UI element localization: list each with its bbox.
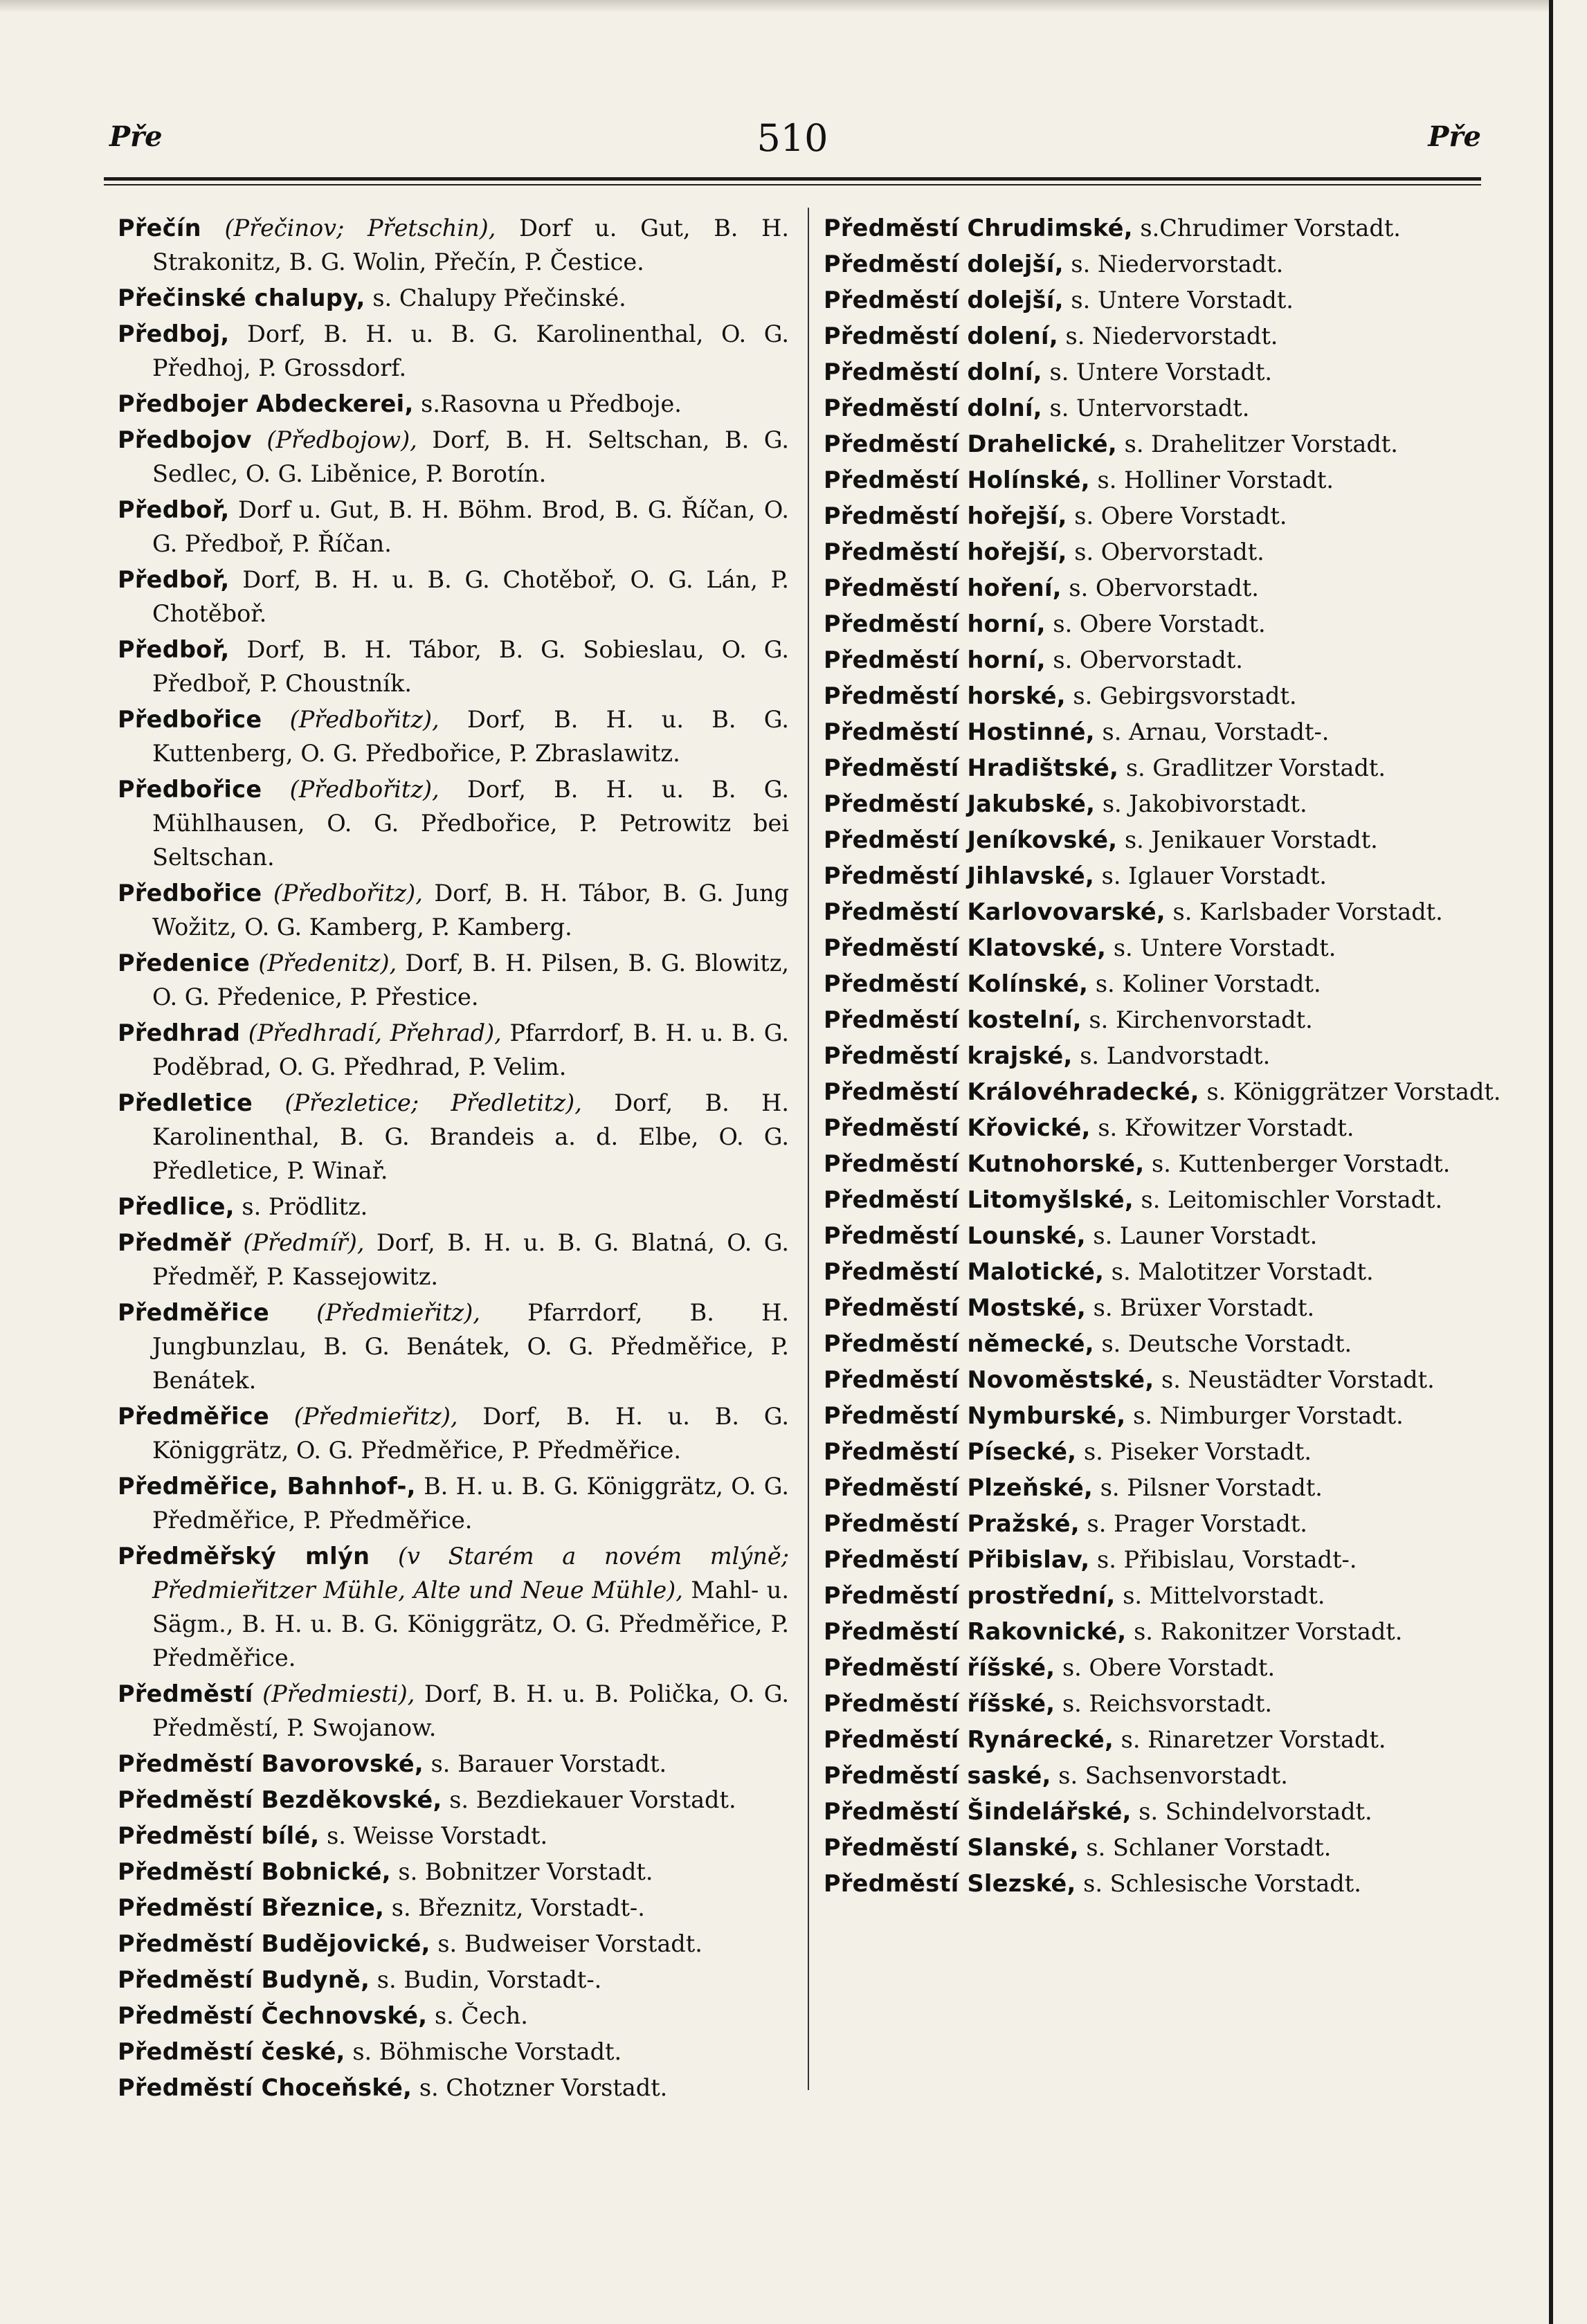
gazetteer-entry: [118, 1539, 789, 1675]
running-head-right: Pře: [1428, 120, 1481, 153]
entry-description: s. Kirchenvorstadt.: [1089, 1006, 1313, 1033]
entry-description: Dorf, B. H. u. B. G. Chotěboř, O. G. Lán, P. Chotěboř.: [152, 566, 790, 627]
gazetteer-entry: [824, 571, 1505, 605]
running-head-left: Pře: [109, 120, 163, 153]
entry-headword: Předměstí Bavorovské,: [118, 1750, 424, 1777]
gazetteer-entry: [824, 211, 1505, 245]
gazetteer-entry: [824, 643, 1505, 677]
entry-headword: Předměstí Malotické,: [824, 1258, 1105, 1285]
entry-description: Dorf, B. H. u. B. G. Blatná, O. G. Předměř, P. Kassejowitz.: [152, 1229, 790, 1290]
gazetteer-entry: [118, 1469, 789, 1537]
entry-headword: Předměstí Choceňské,: [118, 2074, 412, 2101]
gazetteer-entry: [118, 1819, 789, 1853]
gazetteer-entry: [118, 1399, 789, 1467]
entry-headword: Předměstí Litomyšlské,: [824, 1186, 1134, 1213]
entry-description: Dorf, B. H. Tábor, B. G. Sobieslau, O. G. Předboř, P. Choustník.: [152, 636, 789, 697]
entry-headword: Předenice: [118, 950, 251, 977]
gazetteer-entry: [824, 1543, 1505, 1577]
entry-headword: Předměstí Chrudimské,: [824, 215, 1133, 242]
gazetteer-entry: [118, 493, 789, 561]
gazetteer-entry: [824, 283, 1505, 317]
entry-headword: Předměstí dolejší,: [824, 287, 1064, 314]
entry-headword: Předměstí krajské,: [824, 1042, 1073, 1069]
entry-description: s.Chrudimer Vorstadt.: [1140, 215, 1401, 242]
gazetteer-entry: [118, 946, 789, 1014]
header-rule-thick: [104, 177, 1481, 181]
page-number: 510: [756, 116, 828, 160]
entry-headword: Předbojov: [118, 426, 252, 453]
entry-headword: Předměřský mlýn: [118, 1543, 370, 1570]
entry-description: s. Piseker Vorstadt.: [1083, 1438, 1312, 1465]
entry-headword: Předbořice: [118, 706, 262, 733]
entry-headword: Předměstí Kutnohorské,: [824, 1150, 1145, 1177]
entry-description: s. Koliner Vorstadt.: [1095, 970, 1321, 997]
gazetteer-entry: [118, 211, 789, 279]
gazetteer-entry: [824, 607, 1505, 641]
entry-description: s. Obere Vorstadt.: [1053, 610, 1266, 637]
entry-description: s. Chalupy Přečinské.: [372, 284, 626, 311]
entry-headword: Předměstí německé,: [824, 1330, 1094, 1357]
gazetteer-entry: [824, 1255, 1505, 1289]
entry-description: s. Budweiser Vorstadt.: [437, 1930, 702, 1957]
entry-headword: Předměstí Čechnovské,: [118, 2002, 428, 2029]
entry-description: s. Landvorstadt.: [1080, 1042, 1271, 1069]
gazetteer-entry: [824, 499, 1505, 533]
entry-variant-names: (Přezletice; Předletitz),: [284, 1089, 582, 1116]
entry-description: s. Untere Vorstadt.: [1049, 358, 1273, 385]
entry-description: Dorf, B. H. Karolinenthal, B. G. Brandeis a. d. Elbe, O. G. Předletice, P. Winař.: [152, 1089, 790, 1184]
gazetteer-entry: [824, 1687, 1505, 1721]
entry-headword: Předměstí Jakubské,: [824, 790, 1096, 817]
entry-headword: Předměstí: [118, 1680, 253, 1707]
gazetteer-entry: [118, 1783, 789, 1817]
entry-headword: Předměstí bílé,: [118, 1822, 320, 1849]
gazetteer-entry: [824, 1363, 1505, 1397]
gazetteer-entry: [118, 1226, 789, 1293]
entry-description: s. Königgrätzer Vorstadt.: [1206, 1078, 1501, 1105]
entry-headword: Předměstí saské,: [824, 1762, 1051, 1789]
entry-headword: Předměřice, Bahnhof-,: [118, 1473, 416, 1500]
gazetteer-entry: [824, 1399, 1505, 1433]
gazetteer-entry: [118, 1296, 789, 1397]
entry-description: s. Arnau, Vorstadt-.: [1102, 718, 1330, 745]
entry-description: s. Jakobivorstadt.: [1102, 790, 1307, 817]
gazetteer-entry: [824, 1867, 1505, 1900]
entry-description: s. Iglauer Vorstadt.: [1101, 862, 1327, 889]
entry-description: s. Schlesische Vorstadt.: [1083, 1870, 1361, 1897]
gazetteer-entry: [824, 679, 1505, 713]
entry-headword: Předměstí Pražské,: [824, 1510, 1080, 1537]
gazetteer-entry: [824, 319, 1505, 353]
entry-headword: Předboř,: [118, 496, 230, 523]
entry-headword: Předměstí Nymburské,: [824, 1402, 1126, 1429]
gazetteer-entry: [824, 427, 1505, 461]
entry-headword: Předletice: [118, 1089, 253, 1116]
entry-description: Dorf, B. H. u. B. G. Königgrätz, O. G. Předměřice, P. Předměřice.: [152, 1403, 789, 1464]
entry-description: Dorf, B. H. u. B. G. Kuttenberg, O. G. Předbořice, P. Zbraslawitz.: [152, 706, 789, 767]
entry-headword: Předměstí dolní,: [824, 358, 1042, 385]
entry-description: s. Untere Vorstadt.: [1113, 934, 1336, 961]
gazetteer-entry: [118, 1891, 789, 1925]
entry-headword: Předměstí dolení,: [824, 323, 1058, 349]
entry-description: s. Deutsche Vorstadt.: [1101, 1330, 1352, 1357]
entry-description: s. Neustädter Vorstadt.: [1161, 1366, 1435, 1393]
entry-headword: Předměstí Slanské,: [824, 1834, 1079, 1861]
page-header: [104, 116, 1481, 172]
gazetteer-entry: [824, 1003, 1505, 1037]
entry-description: s. Jenikauer Vorstadt.: [1124, 826, 1378, 853]
entry-description: s. Obere Vorstadt.: [1074, 502, 1287, 529]
entry-headword: Předměstí Plzeňské,: [824, 1474, 1094, 1501]
entry-description: s. Schlaner Vorstadt.: [1086, 1834, 1332, 1861]
entry-description: Dorf u. Gut, B. H. Böhm. Brod, B. G. Říčan, O. G. Předboř, P. Říčan.: [152, 496, 789, 557]
gazetteer-entry: [824, 1615, 1505, 1649]
entry-description: s. Obervorstadt.: [1069, 574, 1259, 601]
entry-variant-names: (Předmíř),: [243, 1229, 365, 1256]
entry-headword: Předměstí Drahelické,: [824, 430, 1117, 457]
entry-description: s. Barauer Vorstadt.: [430, 1750, 667, 1777]
entry-headword: Předměstí Mostské,: [824, 1294, 1086, 1321]
entry-description: s. Křowitzer Vorstadt.: [1098, 1114, 1354, 1141]
gazetteer-entry: [118, 1855, 789, 1889]
entry-description: s. Rinaretzer Vorstadt.: [1121, 1726, 1386, 1753]
entry-headword: Předměstí Bobnické,: [118, 1858, 391, 1885]
entry-variant-names: (Předbojow),: [266, 426, 417, 453]
entry-description: Dorf u. Gut, B. H. Strakonitz, B. G. Wolin, Přečín, P. Čestice.: [152, 215, 789, 275]
entry-description: s. Untervorstadt.: [1049, 394, 1250, 421]
entry-variant-names: (Předmieřitz),: [316, 1299, 480, 1326]
entry-headword: Předboř,: [118, 566, 230, 593]
entry-description: s. Bobnitzer Vorstadt.: [398, 1858, 653, 1885]
gazetteer-entry: [824, 1831, 1505, 1864]
entry-description: s. Obere Vorstadt.: [1062, 1654, 1276, 1681]
entry-description: s. Leitomischler Vorstadt.: [1141, 1186, 1443, 1213]
gazetteer-entry: [118, 423, 789, 491]
gazetteer-entry: [118, 387, 789, 421]
gazetteer-entry: [824, 931, 1505, 965]
entry-headword: Předměstí horní,: [824, 610, 1046, 637]
gazetteer-entry: [824, 1291, 1505, 1325]
gazetteer-entry: [118, 702, 789, 770]
entry-headword: Předměstí Královéhradecké,: [824, 1078, 1199, 1105]
gazetteer-entry: [824, 1111, 1505, 1145]
gazetteer-entry: [824, 391, 1505, 425]
gazetteer-entry: [824, 535, 1505, 569]
entry-description: s.Rasovna u Předboje.: [421, 390, 682, 417]
gazetteer-entry: [118, 1086, 789, 1188]
entry-description: Dorf, B. H. u. B. Polička, O. G. Předměstí, P. Swojanow.: [152, 1680, 790, 1741]
entry-headword: Předměstí české,: [118, 2038, 345, 2065]
gazetteer-entry: [118, 1677, 789, 1745]
page-edge-right: [1549, 0, 1553, 2324]
entry-headword: Předměř: [118, 1229, 232, 1256]
entry-headword: Předměstí Křovické,: [824, 1114, 1091, 1141]
gazetteer-entry: [118, 1927, 789, 1961]
entry-headword: Předhrad: [118, 1019, 241, 1046]
entry-headword: Předměstí Budyně,: [118, 1966, 370, 1993]
gazetteer-entry: [118, 1190, 789, 1224]
header-rule-thin: [104, 184, 1481, 185]
entry-description: s. Launer Vorstadt.: [1093, 1222, 1318, 1249]
entry-headword: Předměstí horní,: [824, 646, 1046, 673]
entry-description: Mahl- u. Sägm., B. H. u. B. G. Königgrätz, O. G. Předměřice, P. Předměřice.: [152, 1577, 789, 1671]
gazetteer-entry: [118, 281, 789, 315]
entry-headword: Předměstí Kolínské,: [824, 970, 1089, 997]
entry-description: s. Kuttenberger Vorstadt.: [1152, 1150, 1451, 1177]
gazetteer-entry: [824, 1147, 1505, 1181]
gazetteer-entry: [118, 876, 789, 944]
gazetteer-entry: [824, 967, 1505, 1001]
entry-headword: Předměřice: [118, 1299, 269, 1326]
entry-headword: Předměřice: [118, 1403, 269, 1430]
entry-description: Pfarrdorf, B. H. Jungbunzlau, B. G. Benátek, O. G. Předměřice, P. Benátek.: [152, 1299, 789, 1394]
entry-description: s. Přibislau, Vorstadt-.: [1097, 1546, 1357, 1573]
entry-description: s. Niedervorstadt.: [1071, 251, 1284, 278]
gazetteer-entry: [824, 247, 1505, 281]
gazetteer-entry: [118, 1747, 789, 1781]
entry-headword: Předboj,: [118, 320, 230, 347]
gazetteer-entry: [824, 1759, 1505, 1792]
gazetteer-entry: [824, 1183, 1505, 1217]
entry-headword: Předměstí Lounské,: [824, 1222, 1086, 1249]
entry-headword: Předměstí Písecké,: [824, 1438, 1077, 1465]
entry-description: B. H. u. B. G. Königgrätz, O. G. Předměřice, P. Předměřice.: [152, 1473, 789, 1534]
entry-description: s. Reichsvorstadt.: [1062, 1690, 1273, 1717]
entry-description: s. Bezdiekauer Vorstadt.: [449, 1786, 736, 1813]
entry-description: Pfarrdorf, B. H. u. B. G. Poděbrad, O. G. Předhrad, P. Velim.: [152, 1019, 789, 1080]
left-column: [118, 211, 789, 2107]
gazetteer-entry: [118, 1999, 789, 2033]
entry-variant-names: (Předbořitz),: [289, 776, 439, 803]
column-divider: [808, 208, 809, 2090]
entry-description: s. Budin, Vorstadt-.: [377, 1966, 602, 1993]
entry-description: s. Untere Vorstadt.: [1071, 287, 1294, 314]
entry-description: s. Obervorstadt.: [1074, 538, 1264, 565]
entry-headword: Předměstí Klatovské,: [824, 934, 1107, 961]
entry-headword: Předměstí horské,: [824, 682, 1066, 709]
entry-headword: Předměstí hořejší,: [824, 538, 1067, 565]
gazetteer-entry: [118, 317, 789, 385]
entry-headword: Předměstí Slezské,: [824, 1870, 1076, 1897]
entry-description: s. Nimburger Vorstadt.: [1133, 1402, 1404, 1429]
entry-headword: Předměstí Holínské,: [824, 466, 1090, 493]
entry-headword: Předměstí Novoměstské,: [824, 1366, 1154, 1393]
entry-description: s. Obervorstadt.: [1053, 646, 1243, 673]
right-column: [824, 211, 1505, 1903]
entry-headword: Předměstí Hostinné,: [824, 718, 1095, 745]
gazetteer-entry: [118, 2035, 789, 2069]
entry-variant-names: (Předbořitz),: [289, 706, 439, 733]
entry-headword: Předměstí Rynárecké,: [824, 1726, 1114, 1753]
gazetteer-entry: [824, 1507, 1505, 1541]
gazetteer-entry: [118, 1016, 789, 1084]
entry-headword: Předbojer Abdeckerei,: [118, 390, 414, 417]
entry-description: s. Prager Vorstadt.: [1087, 1510, 1307, 1537]
entry-headword: Předměstí říšské,: [824, 1654, 1055, 1681]
entry-description: s. Prödlitz.: [242, 1193, 368, 1220]
entry-variant-names: (v Starém a novém mlýně; Předmieřitzer Mühle, Alte und Neue Mühle),: [152, 1543, 790, 1604]
entry-description: s. Brüxer Vorstadt.: [1093, 1294, 1315, 1321]
entry-headword: Přečinské chalupy,: [118, 284, 365, 311]
entry-description: Dorf, B. H. Tábor, B. G. Jung Wožitz, O. G. Kamberg, P. Kamberg.: [152, 880, 789, 941]
gazetteer-entry: [118, 772, 789, 874]
entry-variant-names: (Předenitz),: [258, 950, 397, 977]
entry-description: Dorf, B. H. Seltschan, B. G. Sedlec, O. G. Liběnice, P. Borotín.: [152, 426, 790, 487]
entry-headword: Předbořice: [118, 880, 262, 907]
gazetteer-entry: [824, 787, 1505, 821]
entry-headword: Předměstí dolejší,: [824, 251, 1064, 278]
entry-variant-names: (Předmieřitz),: [293, 1403, 458, 1430]
entry-headword: Předměstí Budějovické,: [118, 1930, 430, 1957]
entry-description: s. Schindelvorstadt.: [1139, 1798, 1372, 1825]
entry-variant-names: (Předmiesti),: [262, 1680, 415, 1707]
entry-headword: Přečín: [118, 215, 201, 242]
entry-headword: Předměstí říšské,: [824, 1690, 1055, 1717]
entry-description: s. Malotitzer Vorstadt.: [1111, 1258, 1374, 1285]
entry-headword: Předměstí hoření,: [824, 574, 1062, 601]
entry-description: s. Sachsenvorstadt.: [1058, 1762, 1288, 1789]
gazetteer-entry: [824, 1219, 1505, 1253]
entry-description: s. Niedervorstadt.: [1065, 323, 1278, 349]
entry-headword: Předboř,: [118, 636, 230, 663]
entry-description: s. Chotzner Vorstadt.: [419, 2074, 668, 2101]
entry-headword: Předbořice: [118, 776, 262, 803]
entry-description: s. Březnitz, Vorstadt-.: [391, 1894, 645, 1921]
entry-variant-names: (Předbořitz),: [273, 880, 423, 907]
gazetteer-entry: [118, 563, 789, 630]
gazetteer-entry: [824, 1795, 1505, 1828]
gazetteer-entry: [824, 1039, 1505, 1073]
entry-headword: Předměstí Jeníkovské,: [824, 826, 1118, 853]
entry-description: s. Rakonitzer Vorstadt.: [1134, 1618, 1403, 1645]
gazetteer-entry: [824, 895, 1505, 929]
gazetteer-entry: [824, 1723, 1505, 1756]
entry-description: s. Holliner Vorstadt.: [1097, 466, 1334, 493]
gazetteer-entry: [824, 859, 1505, 893]
entry-headword: Předměstí Šindelářské,: [824, 1798, 1132, 1825]
entry-description: s. Weisse Vorstadt.: [327, 1822, 548, 1849]
gazetteer-entry: [824, 355, 1505, 389]
gazetteer-entry: [824, 715, 1505, 749]
gazetteer-entry: [824, 1651, 1505, 1685]
entry-description: s. Drahelitzer Vorstadt.: [1124, 430, 1398, 457]
gazetteer-entry: [118, 1963, 789, 1997]
entry-headword: Předměstí Bezděkovské,: [118, 1786, 442, 1813]
gazetteer-entry: [824, 1327, 1505, 1361]
entry-description: s. Gebirgsvorstadt.: [1073, 682, 1297, 709]
entry-description: s. Mittelvorstadt.: [1123, 1582, 1325, 1609]
page-shadow-top: [0, 0, 1549, 12]
entry-description: s. Böhmische Vorstadt.: [352, 2038, 622, 2065]
entry-headword: Předměstí Březnice,: [118, 1894, 385, 1921]
entry-headword: Předměstí hořejší,: [824, 502, 1067, 529]
entry-description: Dorf, B. H. u. B. G. Karolinenthal, O. G. Předhoj, P. Grossdorf.: [152, 320, 789, 381]
gazetteer-entry: [824, 1579, 1505, 1613]
gazetteer-entry: [824, 1471, 1505, 1505]
entry-headword: Předměstí prostřední,: [824, 1582, 1116, 1609]
entry-description: s. Pilsner Vorstadt.: [1100, 1474, 1323, 1501]
entry-headword: Předměstí Hradištské,: [824, 754, 1119, 781]
gazetteer-entry: [118, 2071, 789, 2105]
entry-headword: Předměstí Jihlavské,: [824, 862, 1094, 889]
gazetteer-entry: [118, 633, 789, 700]
gazetteer-entry: [824, 463, 1505, 497]
entry-headword: Předměstí Přibislav,: [824, 1546, 1090, 1573]
gazetteer-entry: [824, 1075, 1505, 1109]
entry-headword: Předměstí kostelní,: [824, 1006, 1082, 1033]
entry-headword: Předměstí Rakovnické,: [824, 1618, 1127, 1645]
gazetteer-entry: [824, 1435, 1505, 1469]
entry-headword: Předměstí Karlovovarské,: [824, 898, 1166, 925]
entry-description: s. Karlsbader Vorstadt.: [1172, 898, 1443, 925]
entry-headword: Předlice,: [118, 1193, 235, 1220]
gazetteer-entry: [824, 751, 1505, 785]
entry-description: s. Gradlitzer Vorstadt.: [1125, 754, 1386, 781]
entry-description: Dorf, B. H. u. B. G. Mühlhausen, O. G. Předbořice, P. Petrowitz bei Seltschan.: [152, 776, 789, 871]
entry-headword: Předměstí dolní,: [824, 394, 1042, 421]
entry-description: Dorf, B. H. Pilsen, B. G. Blowitz, O. G. Předenice, P. Přestice.: [152, 950, 790, 1010]
gazetteer-entry: [824, 823, 1505, 857]
entry-variant-names: (Předhradí, Přehrad),: [248, 1019, 502, 1046]
entry-variant-names: (Přečinov; Přetschin),: [224, 215, 496, 242]
entry-description: s. Čech.: [434, 2002, 528, 2029]
